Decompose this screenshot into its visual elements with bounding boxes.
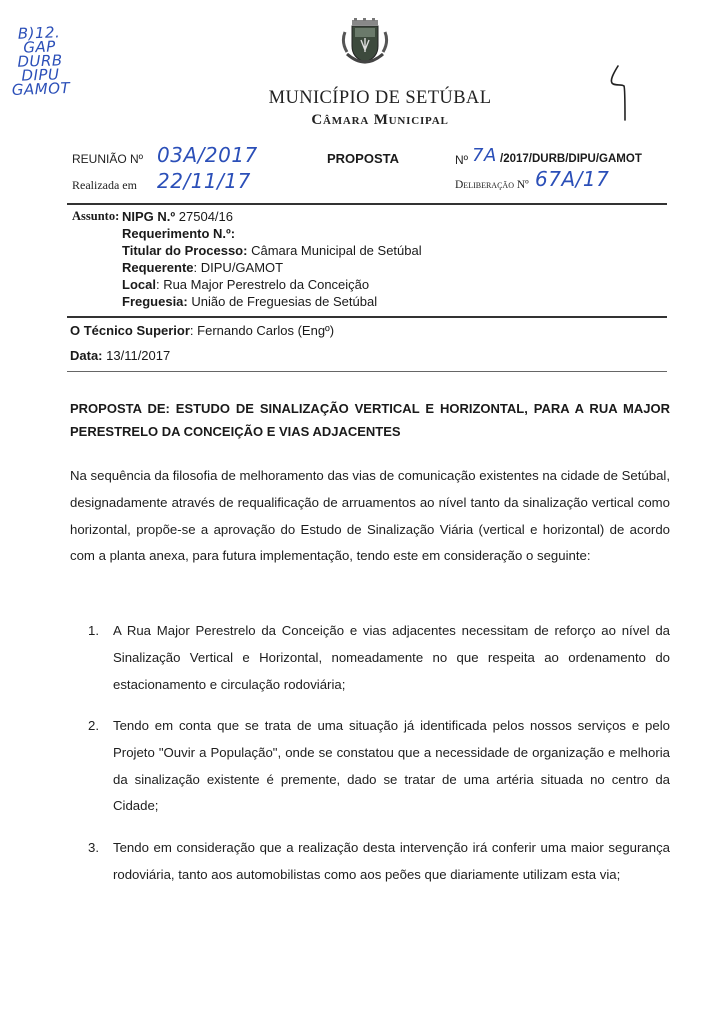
assunto-value: : Rua Major Perestrelo da Conceição bbox=[155, 277, 370, 292]
realizada-label: Realizada em bbox=[72, 178, 137, 192]
assunto-titular bbox=[122, 243, 422, 259]
list-item bbox=[88, 835, 670, 889]
numero-handwritten: 7A bbox=[472, 145, 497, 166]
assunto-nipg bbox=[122, 209, 233, 225]
assunto-value: União de Freguesias de Setúbal bbox=[187, 294, 378, 309]
margin-note-line: DURB bbox=[17, 51, 63, 71]
divider bbox=[67, 203, 667, 205]
margin-note-line: GAP bbox=[22, 37, 57, 57]
list-item-text: Tendo em conta que se trata de uma situação já identificada pelos nossos serviços e pelo Projeto "Ouvir a População", onde se constatou que a necessidade de organização e melhoria da sinalização existente é premente, dado se tratar de uma artéria situada no centro da Cidade; bbox=[113, 718, 670, 814]
assunto-key: NIPG N.º bbox=[122, 209, 176, 224]
assunto-requerente bbox=[122, 260, 283, 276]
assunto-label: Assunto: bbox=[72, 209, 120, 223]
tecnico-label: O Técnico Superior bbox=[70, 323, 190, 338]
tecnico-value: : Fernando Carlos (Engº) bbox=[189, 323, 335, 338]
reuniao-value: 03A/2017 bbox=[157, 143, 258, 167]
list-item bbox=[88, 713, 670, 820]
margin-note-line: DIPU bbox=[21, 65, 60, 85]
deliberacao-label: Deliberação Nº bbox=[455, 179, 529, 191]
assunto-key: Requerimento N.º: bbox=[122, 226, 236, 241]
assunto-key: Titular do Processo: bbox=[122, 243, 248, 258]
numero-label: Nº bbox=[455, 153, 469, 167]
assunto-freguesia bbox=[122, 294, 377, 310]
assunto-key: Freguesia: bbox=[122, 294, 188, 309]
proposal-title: PROPOSTA DE: ESTUDO DE SINALIZAÇÃO VERTICAL E HORIZONTAL, PARA A RUA MAJOR PERESTRELO DA CONCEIÇÃO E VIAS ADJACENTES bbox=[70, 401, 670, 439]
proposta-label: PROPOSTA bbox=[327, 151, 399, 166]
council-title: Câmara Municipal bbox=[311, 112, 449, 128]
divider bbox=[67, 316, 667, 318]
handwritten-page-number bbox=[610, 64, 632, 122]
list-item-text: A Rua Major Perestrelo da Conceição e vias adjacentes necessitam de reforço ao nível da Sinalização Vertical e Horizontal, nomeadamente no que respeita ao ordenamento do estacionamento e circulação rodoviária; bbox=[113, 623, 670, 692]
assunto-value: Câmara Municipal de Setúbal bbox=[247, 243, 422, 258]
tecnico-superior bbox=[70, 323, 334, 338]
assunto-key: Local bbox=[122, 277, 156, 292]
assunto-local bbox=[122, 277, 369, 293]
divider bbox=[67, 371, 667, 372]
date-value: 13/11/2017 bbox=[102, 348, 171, 363]
coat-of-arms-icon bbox=[335, 18, 395, 68]
deliberacao-value: 67A/17 bbox=[535, 167, 610, 191]
margin-note-line: B)12. bbox=[17, 23, 61, 43]
list-item bbox=[88, 618, 670, 698]
assunto-requerimento bbox=[122, 226, 235, 242]
handwritten-margin-note bbox=[8, 25, 72, 97]
reuniao-label: REUNIÃO Nº bbox=[72, 152, 144, 166]
date-label: Data: bbox=[70, 348, 103, 363]
intro-paragraph: Na sequência da filosofia de melhoramento das vias de comunicação existentes na cidade de Setúbal, designadamente através de requalificação de arruamentos ao nível tanto da sinalização vertical como horizontal, propõe-se a aprovação do Estudo de Sinalização Viária (vertical e horizontal) de acordo com a planta anexa, para futura implementação, tendo este em consideração o seguinte: bbox=[70, 468, 670, 564]
margin-note-line: GAMOT bbox=[11, 78, 71, 99]
assunto-value: 27504/16 bbox=[175, 209, 233, 224]
list-item-number: 2. bbox=[88, 718, 99, 733]
assunto-key: Requerente bbox=[122, 260, 194, 275]
document-date bbox=[70, 348, 170, 363]
municipality-title: MUNICÍPIO DE SETÚBAL bbox=[268, 88, 492, 108]
realizada-value: 22/11/17 bbox=[157, 169, 251, 193]
list-item-number: 3. bbox=[88, 840, 99, 855]
numero-printed: /2017/DURB/DIPU/GAMOT bbox=[500, 153, 642, 165]
assunto-value: : DIPU/GAMOT bbox=[193, 260, 284, 275]
list-item-number: 1. bbox=[88, 623, 99, 638]
list-item-text: Tendo em consideração que a realização desta intervenção irá conferir uma maior segurança rodoviária, tanto aos automobilistas como aos peões que diariamente utilizam esta via; bbox=[113, 840, 670, 882]
